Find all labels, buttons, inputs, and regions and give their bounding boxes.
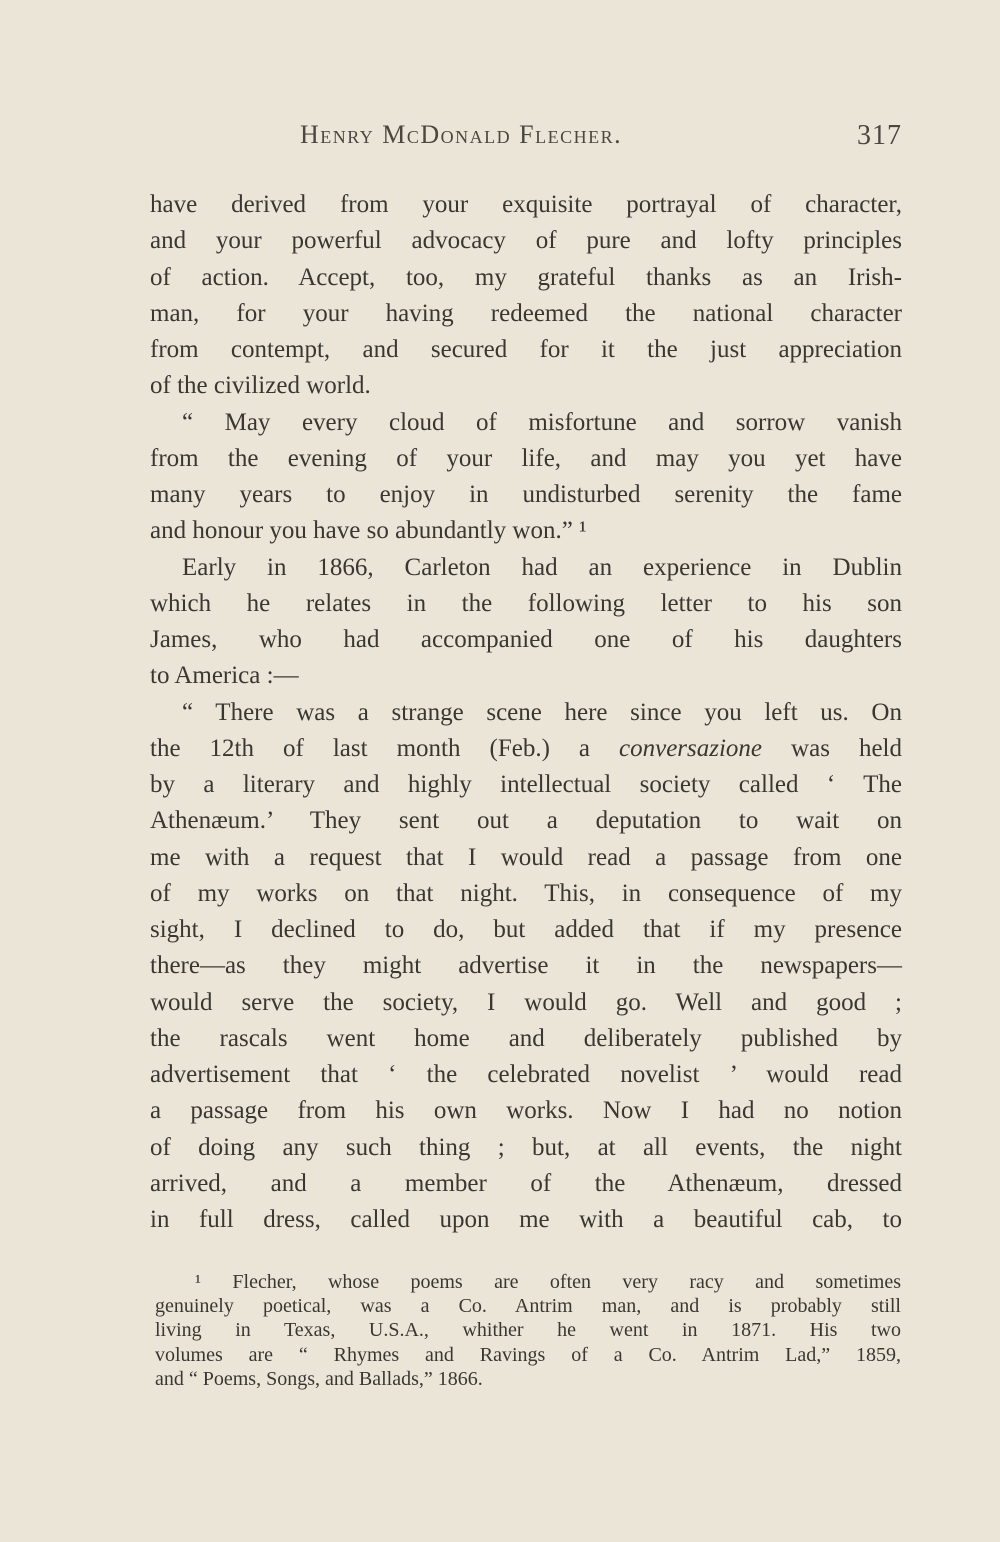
body-line: “ May every cloud of misfortune and sorrow vanish (182, 408, 902, 436)
body-line: there—as they might advertise it in the newspapers— (150, 952, 902, 980)
body-line: James, who had accompanied one of his daughters (150, 626, 902, 653)
body-line: Early in 1866, Carleton had an experience in Dublin (182, 553, 902, 581)
body-line: from the evening of your life, and may you yet have (150, 444, 902, 472)
body-line: me with a request that I would read a passage from one (150, 843, 902, 871)
body-line: have derived from your exquisite portrayal of character, (150, 191, 902, 218)
body-line: of action. Accept, too, my grateful thanks as an Irish- (150, 263, 902, 291)
body-line: of my works on that night. This, in consequence of my (150, 879, 902, 907)
body-line: to America :— (150, 662, 299, 690)
body-line: and your powerful advocacy of pure and lofty principles (150, 227, 902, 255)
body-line: sight, I declined to do, but added that if my presence (150, 916, 902, 943)
page-number: 317 (857, 120, 902, 151)
body-line: many years to enjoy in undisturbed serenity the fame (150, 481, 902, 508)
footnote-line: genuinely poetical, was a Co. Antrim man, and is probably still (155, 1295, 901, 1318)
body-line: the 12th of last month (Feb.) a conversazione was held (150, 734, 902, 762)
body-line: the rascals went home and deliberately published by (150, 1024, 902, 1052)
italic-word: conversazione (619, 734, 763, 762)
body-line: a passage from his own works. Now I had no notion (150, 1097, 902, 1125)
footnotes (155, 1270, 901, 1391)
body-line: man, for your having redeemed the national character (150, 299, 902, 327)
body-line: of doing any such thing ; but, at all events, the night (150, 1133, 902, 1161)
body-line: arrived, and a member of the Athenæum, dressed (150, 1169, 902, 1197)
body-line: and honour you have so abundantly won.” ¹ (150, 517, 587, 545)
body-line: of the civilized world. (150, 372, 371, 400)
running-head-title: Henry McDonald Flecher. (300, 120, 623, 149)
body-text (150, 187, 902, 1238)
footnote-line: ¹ Flecher, whose poems are often very racy and sometimes (195, 1271, 901, 1293)
body-line: “ There was a strange scene here since you left us. On (182, 698, 902, 726)
body-line: from contempt, and secured for it the just appreciation (150, 336, 902, 363)
footnote-line: and “ Poems, Songs, and Ballads,” 1866. (155, 1367, 483, 1390)
footnote-line: volumes are “ Rhymes and Ravings of a Co. Antrim Lad,” 1859, (155, 1343, 901, 1366)
body-line: in full dress, called upon me with a beautiful cab, to (150, 1206, 902, 1233)
body-line: which he relates in the following letter to his son (150, 589, 902, 617)
running-head (150, 120, 902, 164)
body-line: would serve the society, I would go. Well and good ; (150, 988, 902, 1016)
body-line: Athenæum.’ They sent out a deputation to wait on (150, 807, 902, 835)
footnote-line: living in Texas, U.S.A., whither he went in 1871. His two (155, 1319, 901, 1342)
body-line: by a literary and highly intellectual society called ‘ The (150, 771, 902, 798)
body-line: advertisement that ‘ the celebrated novelist ’ would read (150, 1061, 902, 1088)
